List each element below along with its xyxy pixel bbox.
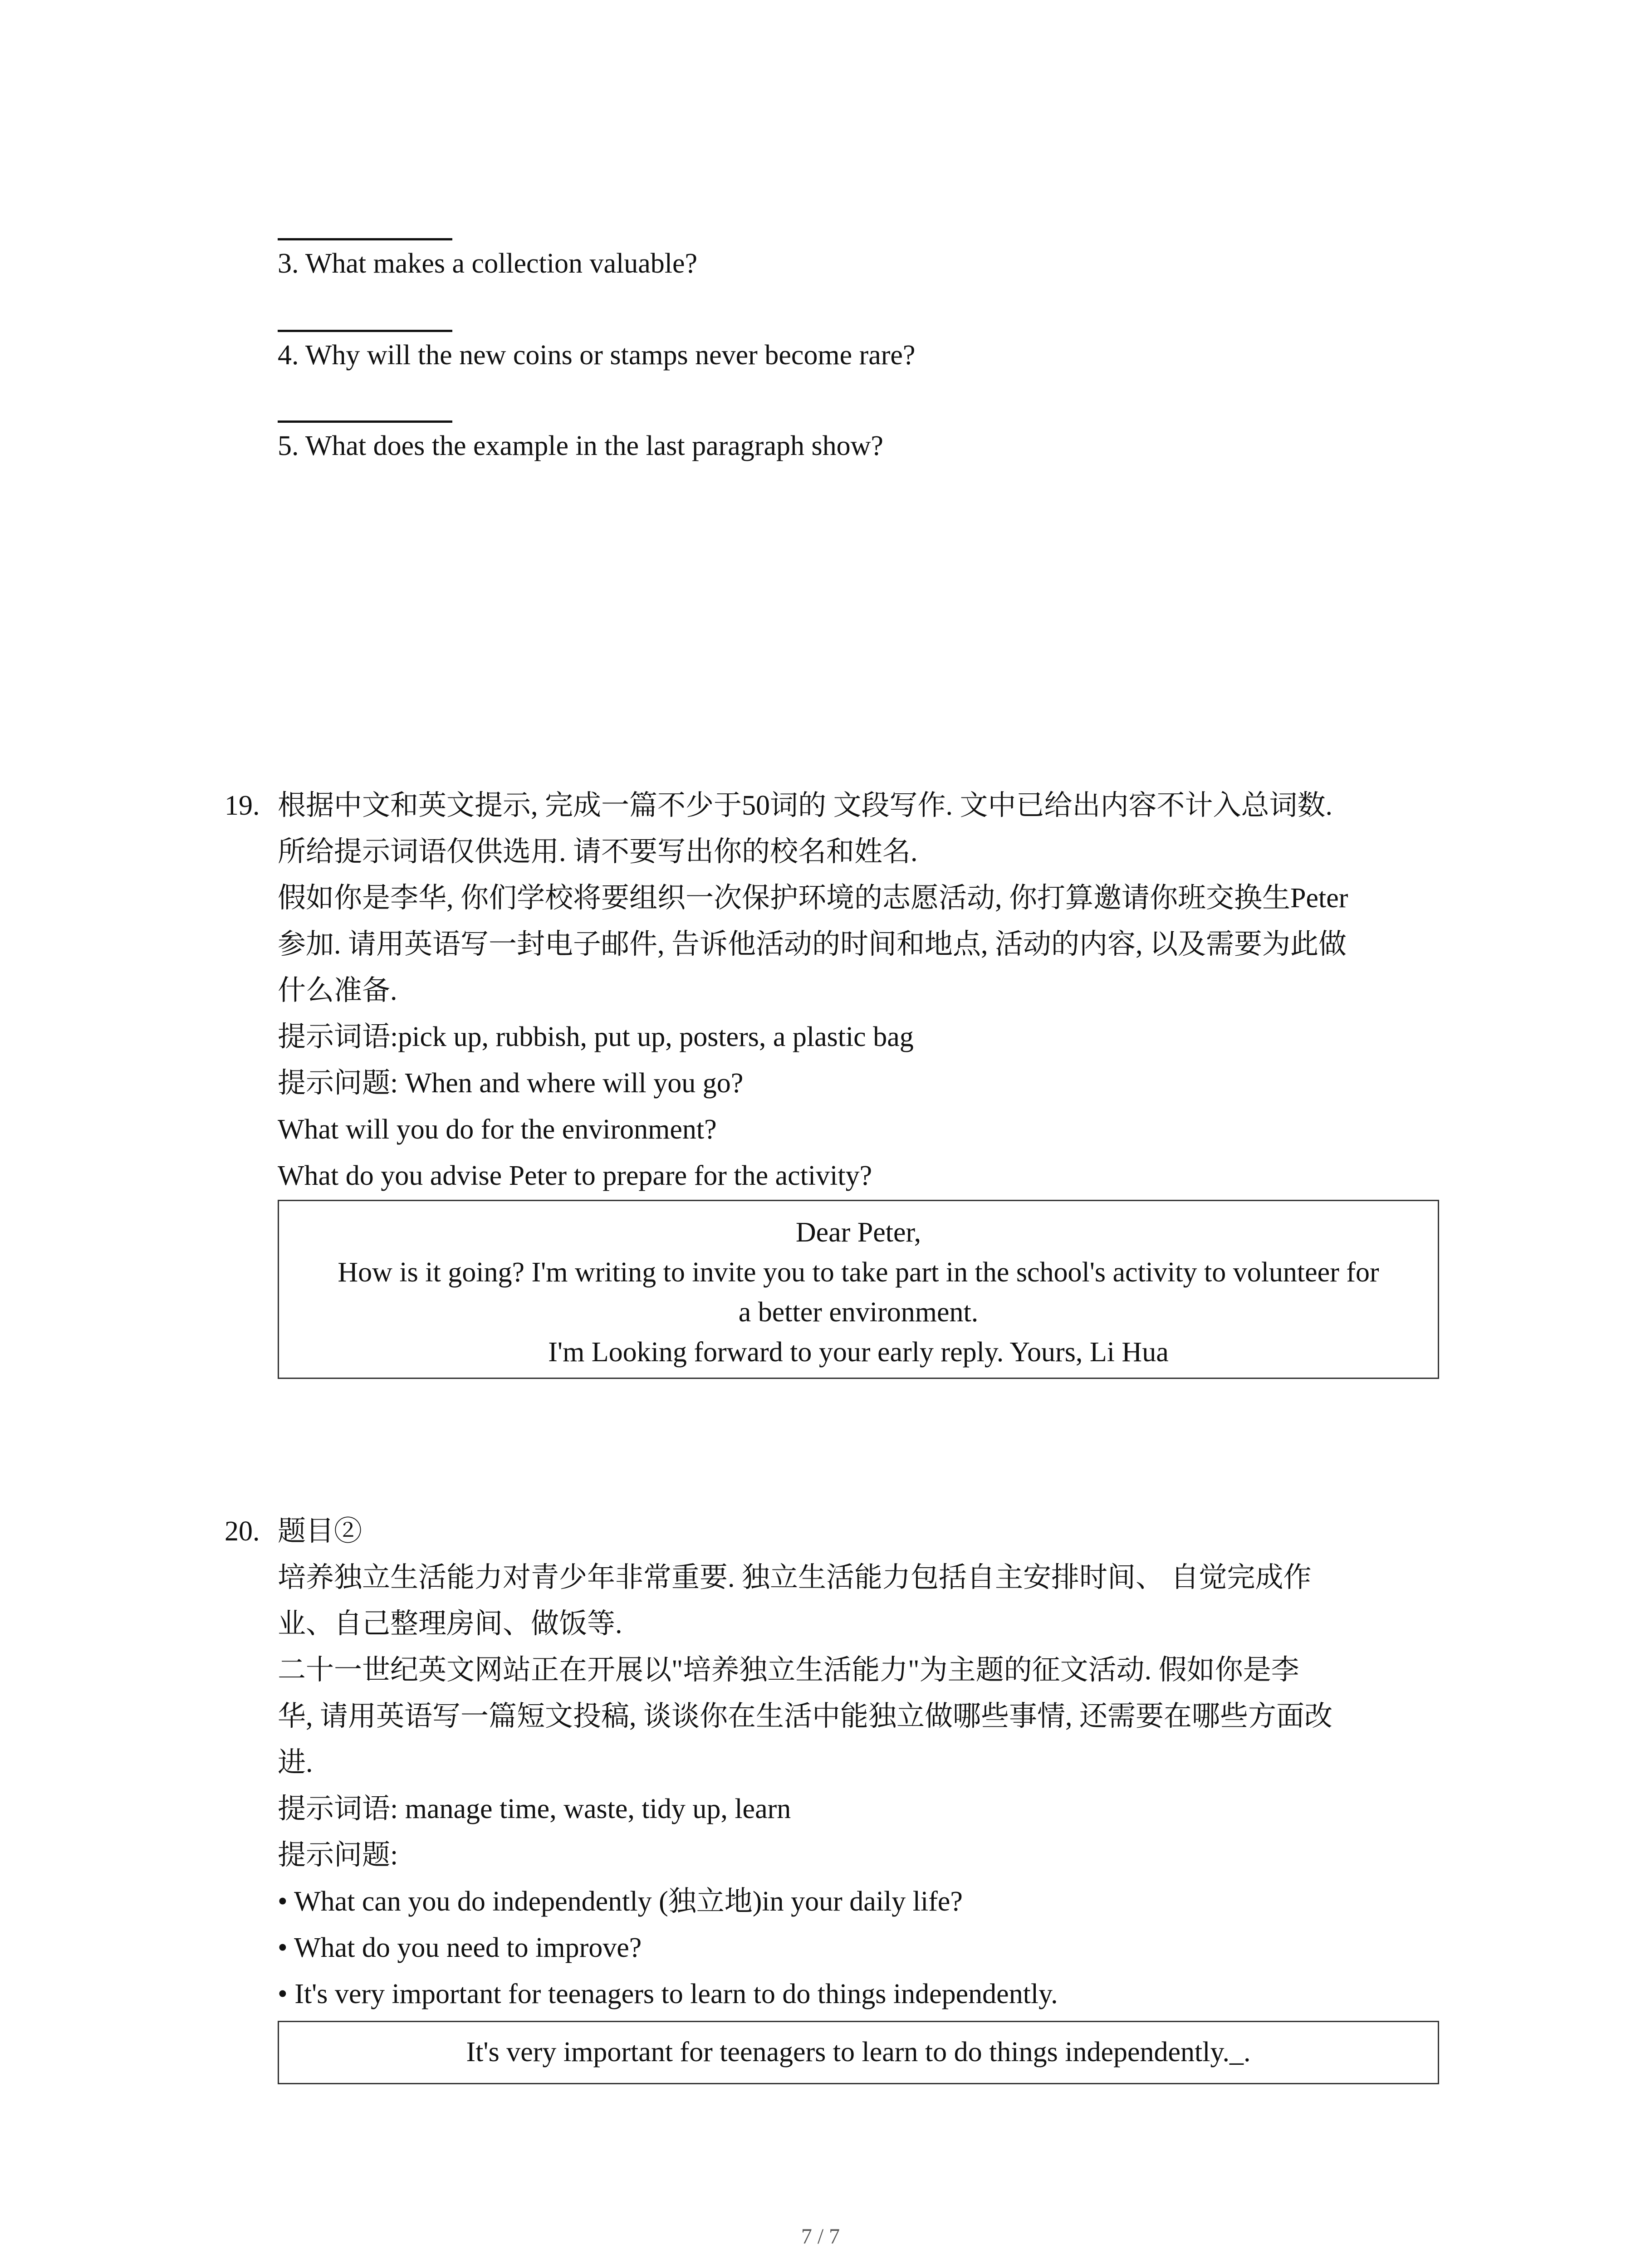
letter-line: Dear Peter, bbox=[795, 1217, 921, 1248]
instruction-line: 假如你是李华, 你们学校将要组织一次保护环境的志愿活动, 你打算邀请你班交换生Peter bbox=[278, 883, 1348, 914]
hint-question: 提示问题: When and where will you go? bbox=[278, 1068, 744, 1099]
instruction-line: 所给提示词语仅供选用. 请不要写出你的校名和姓名. bbox=[278, 836, 918, 867]
hint-words: 提示词语: manage time, waste, tidy up, learn bbox=[278, 1794, 791, 1824]
instruction-line: 根据中文和英文提示, 完成一篇不少于50词的 文段写作. 文中已给出内容不计入总词数. bbox=[278, 790, 1333, 821]
instruction-line: 培养独立生活能力对青少年非常重要. 独立生活能力包括自主安排时间、 自觉完成作 bbox=[278, 1562, 1312, 1593]
letter-line: I'm Looking forward to your early reply. Yours, Li Hua bbox=[548, 1337, 1169, 1368]
question-number: 19. bbox=[225, 790, 260, 821]
hint-question: • It's very important for teenagers to learn to do things independently. bbox=[278, 1979, 1058, 2009]
hint-question: • What can you do independently (独立地)in your daily life? bbox=[278, 1886, 963, 1917]
question-text: 3. What makes a collection valuable? bbox=[278, 248, 698, 279]
hint-words: 提示词语:pick up, rubbish, put up, posters, a plastic bag bbox=[278, 1022, 914, 1052]
instruction-line: 业、自己整理房间、做饭等. bbox=[278, 1608, 622, 1639]
answer-box bbox=[278, 2021, 1439, 2084]
answer-box-text: It's very important for teenagers to learn to do things independently._. bbox=[466, 2037, 1251, 2068]
letter-line: a better environment. bbox=[738, 1297, 979, 1328]
instruction-line: 参加. 请用英语写一封电子邮件, 告诉他活动的时间和地点, 活动的内容, 以及需要为此做 bbox=[278, 929, 1347, 960]
hint-question: What will you do for the environment? bbox=[278, 1114, 717, 1145]
hint-question: What do you advise Peter to prepare for the activity? bbox=[278, 1160, 872, 1191]
question-number: 20. bbox=[225, 1516, 260, 1547]
letter-box bbox=[278, 1200, 1439, 1379]
instruction-line: 二十一世纪英文网站正在开展以"培养独立生活能力"为主题的征文活动. 假如你是李 bbox=[278, 1655, 1299, 1686]
topic-title: 题目② bbox=[278, 1516, 362, 1547]
instruction-line: 华, 请用英语写一篇短文投稿, 谈谈你在生活中能独立做哪些事情, 还需要在哪些方面改 bbox=[278, 1701, 1333, 1732]
instruction-line: 什么准备. bbox=[278, 975, 397, 1006]
letter-line: How is it going? I'm writing to invite you to take part in the school's activity to volunteer for bbox=[338, 1257, 1379, 1288]
question-text: 4. Why will the new coins or stamps never become rare? bbox=[278, 340, 916, 371]
hint-label: 提示问题: bbox=[278, 1840, 398, 1871]
hint-question: • What do you need to improve? bbox=[278, 1932, 642, 1963]
page-number: 7 / 7 bbox=[801, 2224, 840, 2248]
instruction-line: 进. bbox=[278, 1747, 313, 1778]
question-text: 5. What does the example in the last paragraph show? bbox=[278, 430, 883, 461]
